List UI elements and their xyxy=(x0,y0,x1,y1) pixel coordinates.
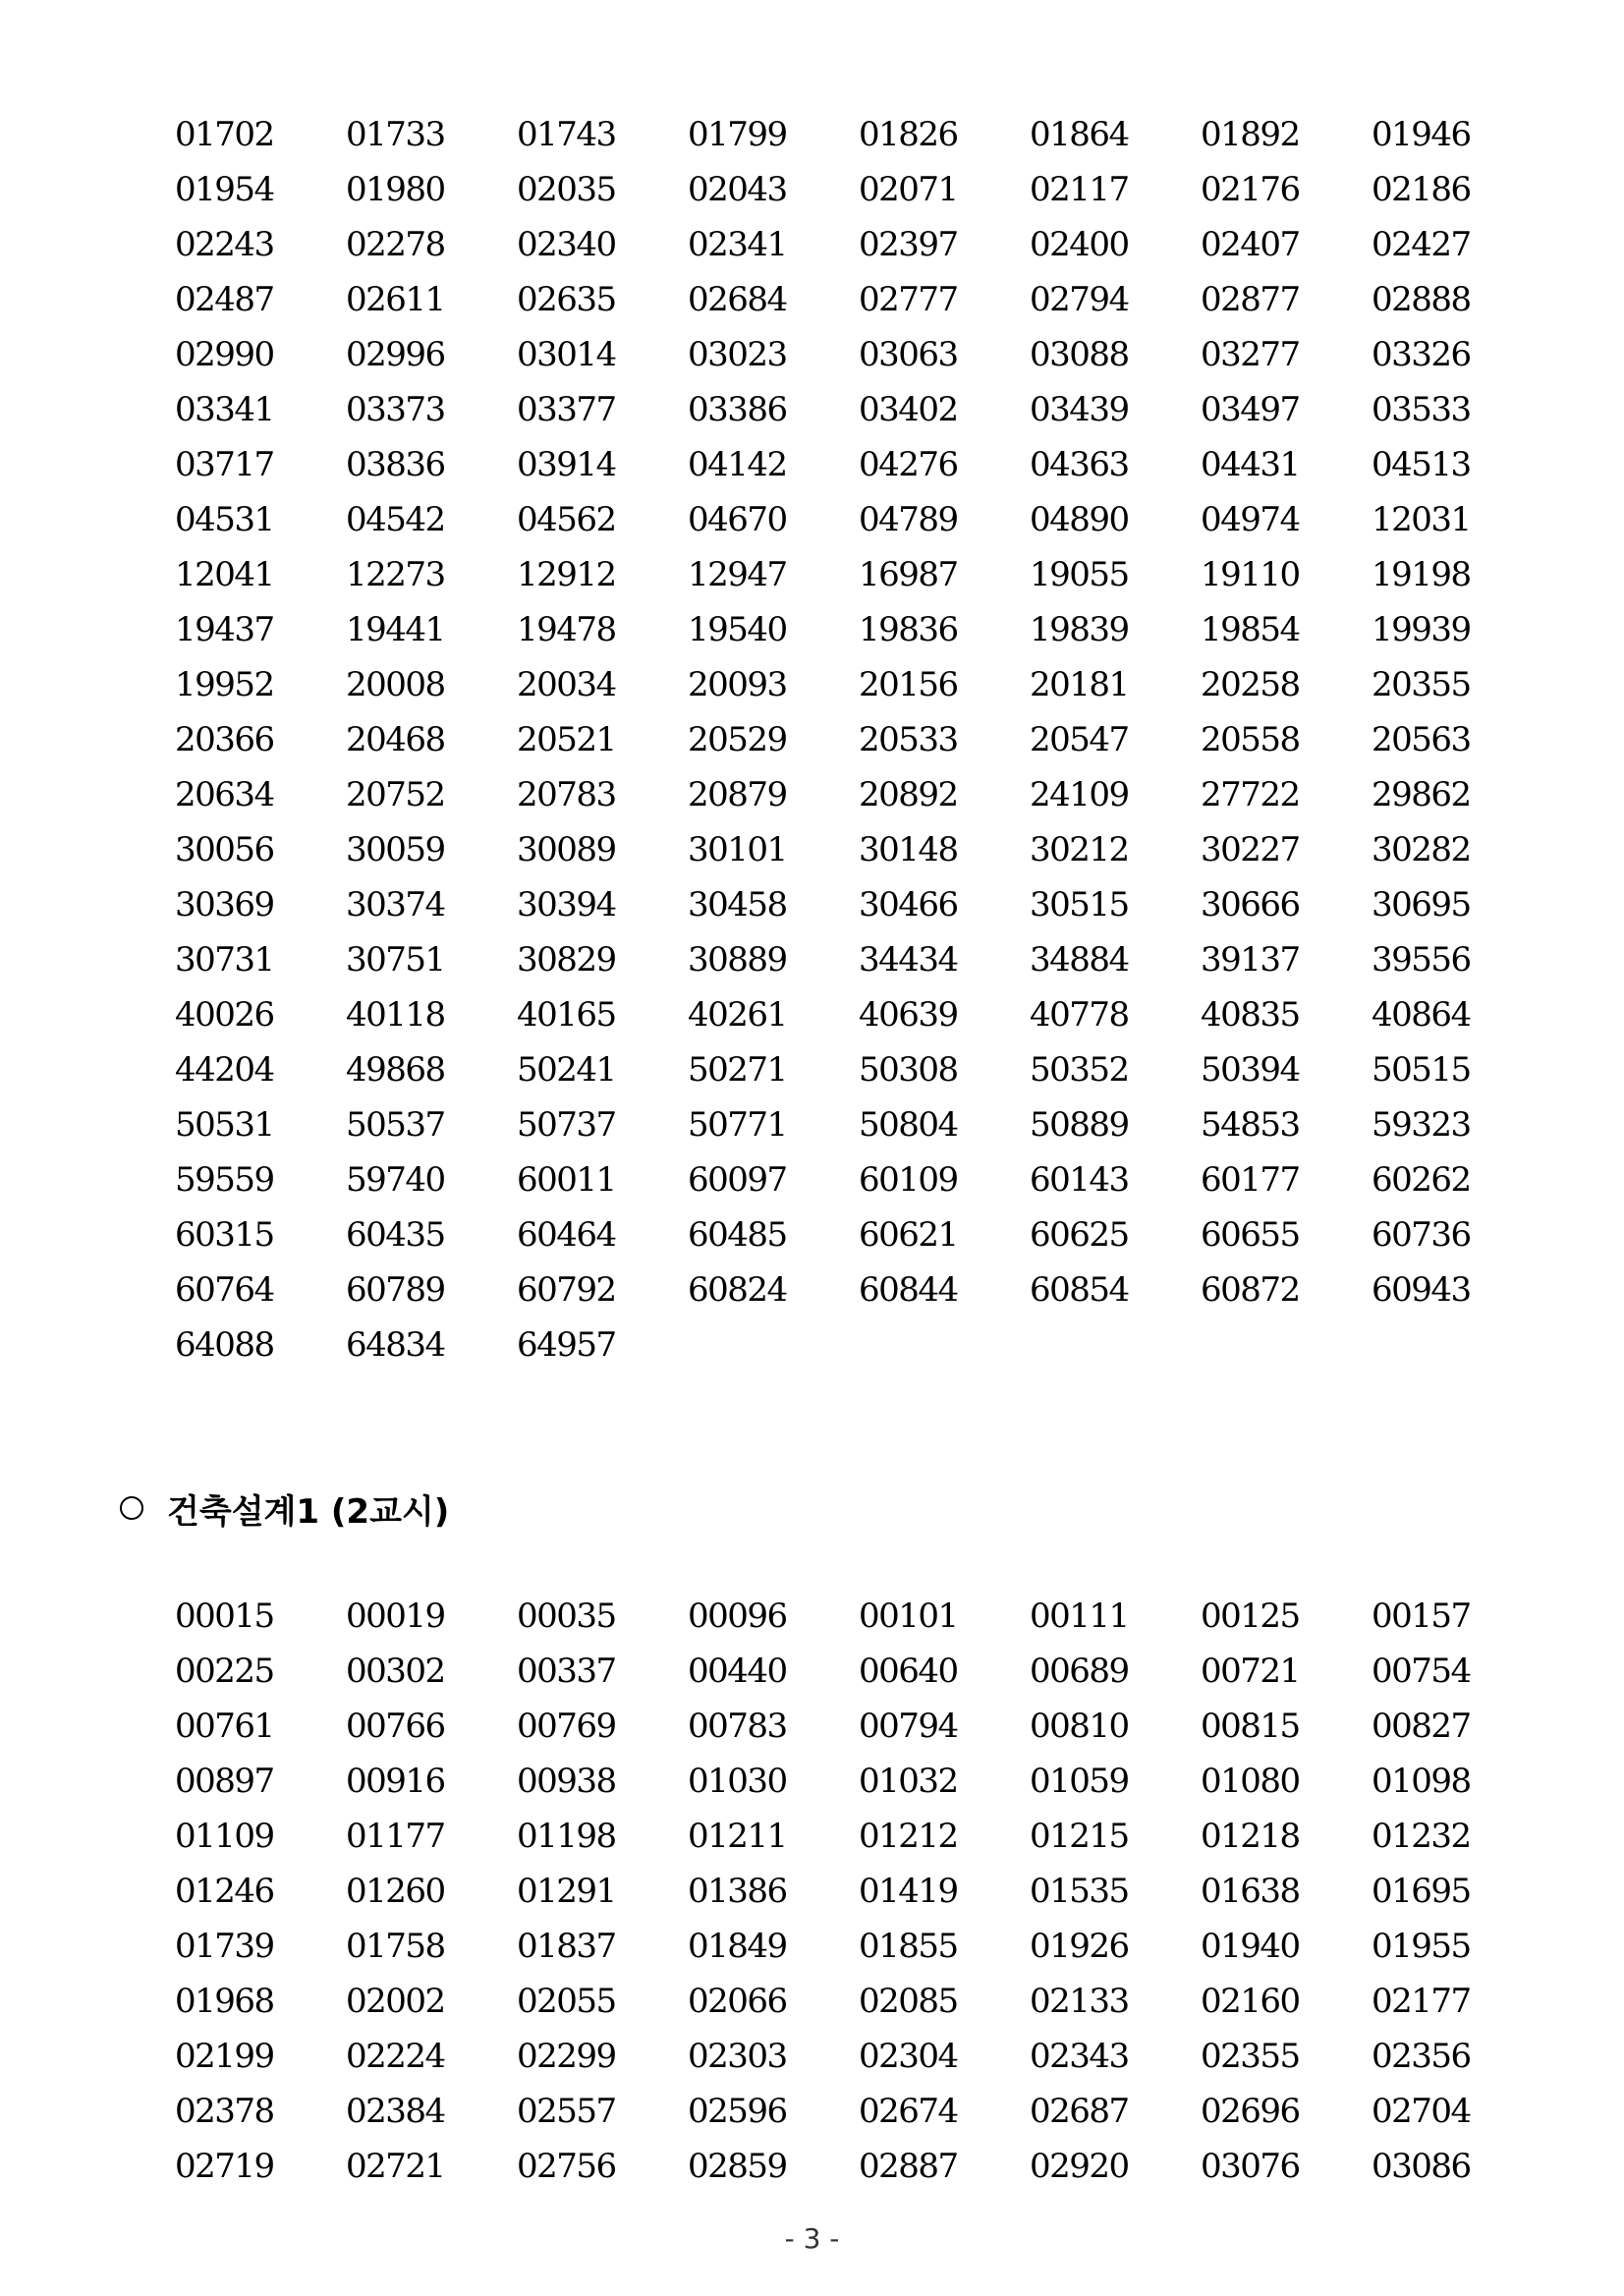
section-candidate-number-item: 00938 xyxy=(517,1762,616,1801)
candidate-number-item: 03341 xyxy=(175,390,274,429)
candidate-number-item: 02043 xyxy=(688,170,787,209)
candidate-number-item: 03386 xyxy=(688,390,787,429)
section-candidate-number-item: 02199 xyxy=(175,2037,274,2076)
candidate-number-item: 30374 xyxy=(346,885,445,924)
candidate-number-item: 50352 xyxy=(1030,1050,1129,1090)
candidate-number-item: 19836 xyxy=(859,610,958,649)
section-candidate-number-item: 00815 xyxy=(1201,1707,1300,1746)
candidate-number-item: 19441 xyxy=(346,610,445,649)
section-candidate-number-item: 00689 xyxy=(1030,1652,1129,1691)
candidate-number-item: 40864 xyxy=(1372,995,1471,1035)
candidate-number-item: 19110 xyxy=(1201,555,1300,594)
section-candidate-number-item: 00035 xyxy=(517,1596,616,1636)
section-candidate-number-item: 01739 xyxy=(175,1927,274,1966)
candidate-number-item: 20093 xyxy=(688,665,787,704)
section-candidate-number-item: 02085 xyxy=(859,1982,958,2021)
section-candidate-number-item: 01232 xyxy=(1372,1817,1471,1856)
candidate-number-item: 60262 xyxy=(1372,1160,1471,1200)
section-candidate-number-item: 02719 xyxy=(175,2147,274,2186)
candidate-number-item: 02341 xyxy=(688,225,787,264)
candidate-number-item: 03277 xyxy=(1201,335,1300,374)
section-candidate-number-item: 02920 xyxy=(1030,2147,1129,2186)
candidate-number-item: 12041 xyxy=(175,555,274,594)
section-candidate-number-item: 01260 xyxy=(346,1872,445,1911)
candidate-number-item: 60011 xyxy=(517,1160,616,1200)
candidate-number-item: 02888 xyxy=(1372,280,1471,319)
section-candidate-number-item: 02859 xyxy=(688,2147,787,2186)
candidate-number-item: 02035 xyxy=(517,170,616,209)
candidate-number-item: 03914 xyxy=(517,445,616,484)
candidate-number-item: 01946 xyxy=(1372,115,1471,154)
candidate-number-item: 64088 xyxy=(175,1325,274,1365)
section-candidate-number-item: 00225 xyxy=(175,1652,274,1691)
candidate-number-item: 03088 xyxy=(1030,335,1129,374)
section-candidate-number-item: 01198 xyxy=(517,1817,616,1856)
candidate-number-item: 12031 xyxy=(1372,500,1471,539)
candidate-number-item: 02794 xyxy=(1030,280,1129,319)
candidate-number-item: 02278 xyxy=(346,225,445,264)
candidate-number-item: 19198 xyxy=(1372,555,1471,594)
section-candidate-number-item: 01109 xyxy=(175,1817,274,1856)
section-candidate-number-item: 02343 xyxy=(1030,2037,1129,2076)
section-candidate-number-item: 01246 xyxy=(175,1872,274,1911)
candidate-number-item: 30829 xyxy=(517,940,616,980)
candidate-number-item: 50771 xyxy=(688,1105,787,1145)
candidate-number-item: 04431 xyxy=(1201,445,1300,484)
section-candidate-number-item: 00761 xyxy=(175,1707,274,1746)
section-number-list xyxy=(175,1589,1542,2194)
candidate-number-item: 19839 xyxy=(1030,610,1129,649)
candidate-number-item: 30212 xyxy=(1030,830,1129,869)
candidate-number-item: 30101 xyxy=(688,830,787,869)
candidate-number-item: 20783 xyxy=(517,775,616,814)
candidate-number-item: 30889 xyxy=(688,940,787,980)
candidate-number-item: 04513 xyxy=(1372,445,1471,484)
candidate-number-item: 40639 xyxy=(859,995,958,1035)
section-candidate-number-item: 02355 xyxy=(1201,2037,1300,2076)
candidate-number-item: 03326 xyxy=(1372,335,1471,374)
candidate-number-item: 19952 xyxy=(175,665,274,704)
section-candidate-number-item: 01030 xyxy=(688,1762,787,1801)
section-candidate-number-item: 01849 xyxy=(688,1927,787,1966)
candidate-number-item: 60464 xyxy=(517,1215,616,1255)
section-candidate-number-item: 02704 xyxy=(1372,2092,1471,2131)
candidate-number-item: 20156 xyxy=(859,665,958,704)
candidate-number-item: 03063 xyxy=(859,335,958,374)
candidate-number-item: 02243 xyxy=(175,225,274,264)
section-candidate-number-item: 00125 xyxy=(1201,1596,1300,1636)
candidate-number-item: 04974 xyxy=(1201,500,1300,539)
candidate-number-item: 40165 xyxy=(517,995,616,1035)
candidate-number-item: 29862 xyxy=(1372,775,1471,814)
candidate-number-item: 04542 xyxy=(346,500,445,539)
section-candidate-number-item: 00302 xyxy=(346,1652,445,1691)
candidate-number-item: 59740 xyxy=(346,1160,445,1200)
section-candidate-number-item: 01758 xyxy=(346,1927,445,1966)
candidate-number-item: 03717 xyxy=(175,445,274,484)
section-candidate-number-item: 02055 xyxy=(517,1982,616,2021)
section-candidate-number-item: 02160 xyxy=(1201,1982,1300,2021)
candidate-number-item: 64957 xyxy=(517,1325,616,1365)
page-number: - 3 - xyxy=(784,2222,840,2255)
candidate-number-item: 60943 xyxy=(1372,1270,1471,1310)
section-candidate-number-item: 01177 xyxy=(346,1817,445,1856)
candidate-number-item: 20558 xyxy=(1201,720,1300,759)
section-heading xyxy=(120,1485,449,1531)
candidate-number-item: 64834 xyxy=(346,1325,445,1365)
section-candidate-number-item: 01926 xyxy=(1030,1927,1129,1966)
candidate-number-item: 04789 xyxy=(859,500,958,539)
candidate-number-item: 60097 xyxy=(688,1160,787,1200)
section-candidate-number-item: 01386 xyxy=(688,1872,787,1911)
candidate-number-item: 34884 xyxy=(1030,940,1129,980)
candidate-number-item: 01954 xyxy=(175,170,274,209)
section-candidate-number-item: 01968 xyxy=(175,1982,274,2021)
candidate-number-item: 04531 xyxy=(175,500,274,539)
candidate-number-item: 01892 xyxy=(1201,115,1300,154)
candidate-number-item: 50515 xyxy=(1372,1050,1471,1090)
section-candidate-number-item: 00096 xyxy=(688,1596,787,1636)
section-candidate-number-item: 01855 xyxy=(859,1927,958,1966)
candidate-number-item: 03014 xyxy=(517,335,616,374)
section-candidate-number-item: 02356 xyxy=(1372,2037,1471,2076)
candidate-number-item: 34434 xyxy=(859,940,958,980)
candidate-number-item: 60485 xyxy=(688,1215,787,1255)
candidate-number-item: 02176 xyxy=(1201,170,1300,209)
candidate-number-item: 30089 xyxy=(517,830,616,869)
section-candidate-number-item: 00337 xyxy=(517,1652,616,1691)
candidate-number-item: 30515 xyxy=(1030,885,1129,924)
candidate-number-item: 19478 xyxy=(517,610,616,649)
section-candidate-number-item: 01638 xyxy=(1201,1872,1300,1911)
candidate-number-item: 16987 xyxy=(859,555,958,594)
section-candidate-number-item: 00111 xyxy=(1030,1596,1129,1636)
section-candidate-number-item: 00810 xyxy=(1030,1707,1129,1746)
candidate-number-item: 20533 xyxy=(859,720,958,759)
section-candidate-number-item: 02674 xyxy=(859,2092,958,2131)
candidate-number-item: 01702 xyxy=(175,115,274,154)
candidate-number-item: 20563 xyxy=(1372,720,1471,759)
section-candidate-number-item: 00766 xyxy=(346,1707,445,1746)
candidate-number-item: 50737 xyxy=(517,1105,616,1145)
candidate-number-item: 02777 xyxy=(859,280,958,319)
candidate-number-item: 27722 xyxy=(1201,775,1300,814)
section-candidate-number-item: 01837 xyxy=(517,1927,616,1966)
candidate-number-item: 02407 xyxy=(1201,225,1300,264)
candidate-number-item: 30282 xyxy=(1372,830,1471,869)
candidate-number-item: 60143 xyxy=(1030,1160,1129,1200)
candidate-number-item: 04363 xyxy=(1030,445,1129,484)
candidate-number-item: 60824 xyxy=(688,1270,787,1310)
section-candidate-number-item: 02299 xyxy=(517,2037,616,2076)
candidate-number-item: 03533 xyxy=(1372,390,1471,429)
candidate-number-item: 20521 xyxy=(517,720,616,759)
section-candidate-number-item: 00827 xyxy=(1372,1707,1471,1746)
candidate-number-item: 60655 xyxy=(1201,1215,1300,1255)
candidate-number-item: 04670 xyxy=(688,500,787,539)
candidate-number-item: 30458 xyxy=(688,885,787,924)
section-candidate-number-item: 02596 xyxy=(688,2092,787,2131)
candidate-number-item: 50804 xyxy=(859,1105,958,1145)
candidate-number-item: 30056 xyxy=(175,830,274,869)
section-candidate-number-item: 01419 xyxy=(859,1872,958,1911)
candidate-number-item: 02996 xyxy=(346,335,445,374)
section-candidate-number-item: 02696 xyxy=(1201,2092,1300,2131)
candidate-number-item: 02635 xyxy=(517,280,616,319)
section-candidate-number-item: 02721 xyxy=(346,2147,445,2186)
candidate-number-item: 20634 xyxy=(175,775,274,814)
section-candidate-number-item: 01695 xyxy=(1372,1872,1471,1911)
candidate-number-item: 03439 xyxy=(1030,390,1129,429)
section-candidate-number-item: 01211 xyxy=(688,1817,787,1856)
candidate-number-item: 60435 xyxy=(346,1215,445,1255)
candidate-number-item: 60792 xyxy=(517,1270,616,1310)
candidate-number-item: 40261 xyxy=(688,995,787,1035)
candidate-number-item: 02397 xyxy=(859,225,958,264)
candidate-number-item: 60764 xyxy=(175,1270,274,1310)
candidate-number-item: 19939 xyxy=(1372,610,1471,649)
section-candidate-number-item: 03086 xyxy=(1372,2147,1471,2186)
section-candidate-number-item: 00916 xyxy=(346,1762,445,1801)
candidate-number-item: 01826 xyxy=(859,115,958,154)
candidate-number-item: 02117 xyxy=(1030,170,1129,209)
hollow-circle-bullet-icon xyxy=(120,1496,143,1520)
section-candidate-number-item: 02002 xyxy=(346,1982,445,2021)
candidate-number-item: 03836 xyxy=(346,445,445,484)
section-candidate-number-item: 02066 xyxy=(688,1982,787,2021)
candidate-number-item: 54853 xyxy=(1201,1105,1300,1145)
candidate-number-item: 03377 xyxy=(517,390,616,429)
candidate-number-item: 40026 xyxy=(175,995,274,1035)
candidate-number-item: 60844 xyxy=(859,1270,958,1310)
candidate-number-item: 20879 xyxy=(688,775,787,814)
section-candidate-number-item: 01032 xyxy=(859,1762,958,1801)
candidate-number-item: 03497 xyxy=(1201,390,1300,429)
candidate-number-item: 20366 xyxy=(175,720,274,759)
section-candidate-number-item: 00157 xyxy=(1372,1596,1471,1636)
candidate-number-item: 40835 xyxy=(1201,995,1300,1035)
candidate-number-item: 04142 xyxy=(688,445,787,484)
candidate-number-item: 60854 xyxy=(1030,1270,1129,1310)
candidate-number-item: 02487 xyxy=(175,280,274,319)
section-candidate-number-item: 00640 xyxy=(859,1652,958,1691)
candidate-number-item: 44204 xyxy=(175,1050,274,1090)
section-candidate-number-item: 01098 xyxy=(1372,1762,1471,1801)
candidate-number-item: 30751 xyxy=(346,940,445,980)
section-candidate-number-item: 01218 xyxy=(1201,1817,1300,1856)
candidate-number-item: 19055 xyxy=(1030,555,1129,594)
candidate-number-item: 50241 xyxy=(517,1050,616,1090)
section-candidate-number-item: 01215 xyxy=(1030,1817,1129,1856)
candidate-number-item: 60177 xyxy=(1201,1160,1300,1200)
candidate-number-item: 01733 xyxy=(346,115,445,154)
candidate-number-item: 30695 xyxy=(1372,885,1471,924)
candidate-number-item: 39137 xyxy=(1201,940,1300,980)
section-candidate-number-item: 02378 xyxy=(175,2092,274,2131)
candidate-number-item: 50889 xyxy=(1030,1105,1129,1145)
candidate-number-item: 50308 xyxy=(859,1050,958,1090)
candidate-number-item: 30394 xyxy=(517,885,616,924)
candidate-number-item: 19437 xyxy=(175,610,274,649)
candidate-number-item: 04562 xyxy=(517,500,616,539)
candidate-number-item: 12912 xyxy=(517,555,616,594)
section-candidate-number-item: 02384 xyxy=(346,2092,445,2131)
candidate-number-item: 30059 xyxy=(346,830,445,869)
candidate-number-item: 01864 xyxy=(1030,115,1129,154)
section-candidate-number-item: 00015 xyxy=(175,1596,274,1636)
candidate-number-item: 30731 xyxy=(175,940,274,980)
section-candidate-number-item: 00721 xyxy=(1201,1652,1300,1691)
candidate-number-item: 01980 xyxy=(346,170,445,209)
candidate-number-item: 01743 xyxy=(517,115,616,154)
candidate-number-item: 20008 xyxy=(346,665,445,704)
candidate-number-list-continued xyxy=(175,107,1542,1372)
candidate-number-item: 01799 xyxy=(688,115,787,154)
candidate-number-item: 50531 xyxy=(175,1105,274,1145)
section-candidate-number-item: 02756 xyxy=(517,2147,616,2186)
section-candidate-number-item: 00440 xyxy=(688,1652,787,1691)
candidate-number-item: 02427 xyxy=(1372,225,1471,264)
candidate-number-item: 03023 xyxy=(688,335,787,374)
section-candidate-number-item: 03076 xyxy=(1201,2147,1300,2186)
candidate-number-item: 20752 xyxy=(346,775,445,814)
candidate-number-item: 02684 xyxy=(688,280,787,319)
candidate-number-item: 02340 xyxy=(517,225,616,264)
candidate-number-item: 03402 xyxy=(859,390,958,429)
section-candidate-number-item: 00754 xyxy=(1372,1652,1471,1691)
section-candidate-number-item: 02887 xyxy=(859,2147,958,2186)
section-candidate-number-item: 01080 xyxy=(1201,1762,1300,1801)
candidate-number-item: 20892 xyxy=(859,775,958,814)
candidate-number-item: 30666 xyxy=(1201,885,1300,924)
candidate-number-item: 20181 xyxy=(1030,665,1129,704)
candidate-number-item: 02400 xyxy=(1030,225,1129,264)
candidate-number-item: 40778 xyxy=(1030,995,1129,1035)
candidate-number-item: 02611 xyxy=(346,280,445,319)
candidate-number-item: 20529 xyxy=(688,720,787,759)
candidate-number-item: 39556 xyxy=(1372,940,1471,980)
section-candidate-number-item: 02177 xyxy=(1372,1982,1471,2021)
candidate-number-item: 12947 xyxy=(688,555,787,594)
candidate-number-item: 20468 xyxy=(346,720,445,759)
candidate-number-item: 40118 xyxy=(346,995,445,1035)
section-candidate-number-item: 02224 xyxy=(346,2037,445,2076)
candidate-number-item: 03373 xyxy=(346,390,445,429)
candidate-number-item: 60621 xyxy=(859,1215,958,1255)
section-candidate-number-item: 02687 xyxy=(1030,2092,1129,2131)
section-candidate-number-item: 01955 xyxy=(1372,1927,1471,1966)
section-title: 건축설계1 (2교시) xyxy=(167,1491,450,1532)
candidate-number-item: 19540 xyxy=(688,610,787,649)
candidate-number-item: 02990 xyxy=(175,335,274,374)
candidate-number-item: 60789 xyxy=(346,1270,445,1310)
section-candidate-number-item: 00019 xyxy=(346,1596,445,1636)
candidate-number-item: 60109 xyxy=(859,1160,958,1200)
candidate-number-item: 04276 xyxy=(859,445,958,484)
candidate-number-item: 50394 xyxy=(1201,1050,1300,1090)
candidate-number-item: 49868 xyxy=(346,1050,445,1090)
candidate-number-item: 04890 xyxy=(1030,500,1129,539)
section-candidate-number-item: 00794 xyxy=(859,1707,958,1746)
candidate-number-item: 20258 xyxy=(1201,665,1300,704)
candidate-number-item: 30227 xyxy=(1201,830,1300,869)
candidate-number-item: 20355 xyxy=(1372,665,1471,704)
section-candidate-number-item: 01291 xyxy=(517,1872,616,1911)
candidate-number-item: 60872 xyxy=(1201,1270,1300,1310)
candidate-number-item: 30466 xyxy=(859,885,958,924)
candidate-number-item: 24109 xyxy=(1030,775,1129,814)
section-candidate-number-item: 02557 xyxy=(517,2092,616,2131)
section-candidate-number-item: 01059 xyxy=(1030,1762,1129,1801)
section-candidate-number-item: 01535 xyxy=(1030,1872,1129,1911)
section-candidate-number-item: 00101 xyxy=(859,1596,958,1636)
section-candidate-number-item: 01212 xyxy=(859,1817,958,1856)
section-candidate-number-item: 02304 xyxy=(859,2037,958,2076)
candidate-number-item: 20547 xyxy=(1030,720,1129,759)
candidate-number-item: 59559 xyxy=(175,1160,274,1200)
section-candidate-number-item: 02303 xyxy=(688,2037,787,2076)
section-candidate-number-item: 00783 xyxy=(688,1707,787,1746)
section-candidate-number-item: 00769 xyxy=(517,1707,616,1746)
candidate-number-item: 50537 xyxy=(346,1105,445,1145)
candidate-number-item: 02877 xyxy=(1201,280,1300,319)
candidate-number-item: 60736 xyxy=(1372,1215,1471,1255)
candidate-number-item: 60625 xyxy=(1030,1215,1129,1255)
candidate-number-item: 02071 xyxy=(859,170,958,209)
section-candidate-number-item: 00897 xyxy=(175,1762,274,1801)
candidate-number-item: 30148 xyxy=(859,830,958,869)
candidate-number-item: 12273 xyxy=(346,555,445,594)
candidate-number-item: 50271 xyxy=(688,1050,787,1090)
candidate-number-item: 30369 xyxy=(175,885,274,924)
candidate-number-item: 20034 xyxy=(517,665,616,704)
section-candidate-number-item: 01940 xyxy=(1201,1927,1300,1966)
candidate-number-item: 19854 xyxy=(1201,610,1300,649)
candidate-number-item: 02186 xyxy=(1372,170,1471,209)
candidate-number-item: 60315 xyxy=(175,1215,274,1255)
candidate-number-item: 59323 xyxy=(1372,1105,1471,1145)
section-candidate-number-item: 02133 xyxy=(1030,1982,1129,2021)
